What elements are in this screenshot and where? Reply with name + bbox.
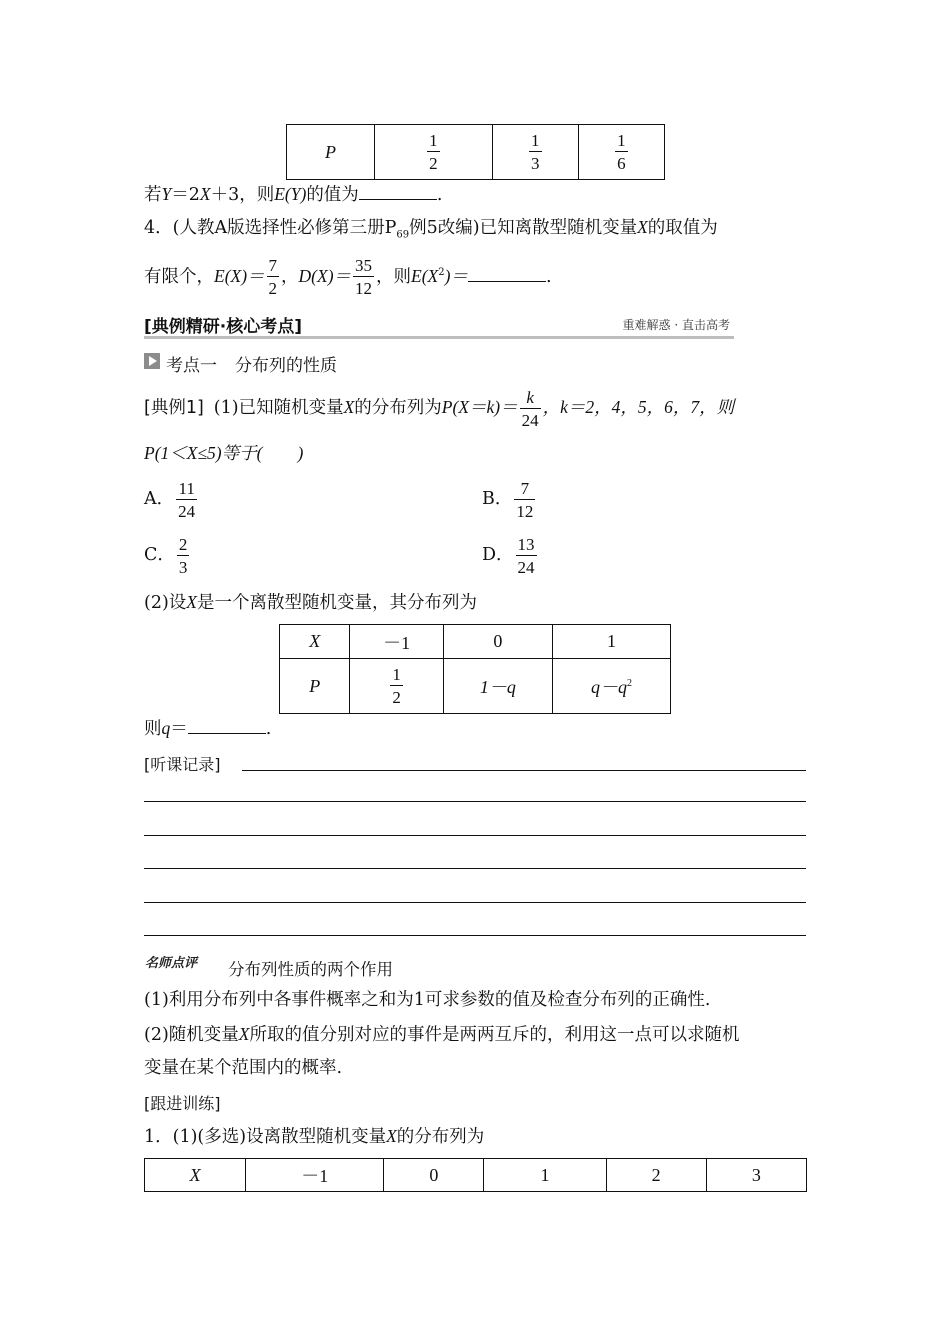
table-header-cell: X xyxy=(145,1159,246,1192)
table-cell: $\frac{1}{3}$ xyxy=(492,125,578,180)
section-header xyxy=(144,312,734,339)
notes-line xyxy=(144,835,806,836)
table-header-cell: －1 xyxy=(350,625,443,659)
table-cell: $\frac{1}{2}$ xyxy=(375,125,493,180)
top-distribution-table xyxy=(286,124,665,180)
answer-blank xyxy=(188,717,266,734)
option-b[interactable]: B． $\frac{7}{12}$ xyxy=(482,478,534,521)
table-cell: $\frac{1}{6}$ xyxy=(578,125,664,180)
table-row-label: P xyxy=(287,125,375,180)
question-4-line-2: 有限个，E(X)＝ $\frac{7}{2}$ ，D(X)＝ $\frac{35}{12}$ ，则$E(X^2)=$ . xyxy=(144,256,552,299)
table-row-label: P xyxy=(280,659,350,714)
table-header-cell: 2 xyxy=(606,1159,706,1192)
teacher-comment-tag: 名师点评 xyxy=(145,956,198,971)
table-header-cell: 0 xyxy=(443,625,552,659)
table-header-cell: X xyxy=(280,625,350,659)
section-title: [典例精研·核心考点] xyxy=(144,317,302,337)
table-header-cell: 3 xyxy=(706,1159,806,1192)
play-triangle-icon xyxy=(144,353,160,369)
followup-label: [跟进训练] xyxy=(144,1094,221,1113)
distribution-table-3 xyxy=(144,1158,807,1192)
notes-line xyxy=(144,902,806,903)
notes-line xyxy=(242,770,806,771)
example-1-line-1: [典例1] (1)已知随机变量X的分布列为P(X＝k)＝ $\frac{k}{24}$ ，k＝2，4，5，6，7，则 xyxy=(144,387,735,430)
example-1-line-2: P(1＜X≤5)等于( ) xyxy=(144,443,304,463)
distribution-table-2 xyxy=(279,624,671,714)
table-header-cell: －1 xyxy=(246,1159,384,1192)
table-header-cell: 1 xyxy=(484,1159,606,1192)
example-1-part-2: (2)设X是一个离散型随机变量，其分布列为 xyxy=(144,592,477,613)
notes-line xyxy=(144,935,806,936)
answer-blank xyxy=(359,183,437,200)
question-4-line-1: 4．(人教A版选择性必修第三册$P_{69}$例5改编)已知离散型随机变量X的取值为 xyxy=(144,217,718,241)
table-header-cell: 0 xyxy=(384,1159,484,1192)
notes-line xyxy=(144,868,806,869)
answer-blank xyxy=(468,265,546,282)
option-a[interactable]: A． $\frac{11}{24}$ xyxy=(144,478,196,521)
option-c[interactable]: C． $\frac{2}{3}$ xyxy=(144,534,188,577)
notes-line xyxy=(144,801,806,802)
table-header-cell: 1 xyxy=(552,625,670,659)
option-d[interactable]: D． $\frac{13}{24}$ xyxy=(482,534,535,577)
teacher-comment-title: 分布列性质的两个作用 xyxy=(228,960,393,979)
table-cell: $q-q^2$ xyxy=(552,659,670,714)
kaodian-heading: 考点一 分布列的性质 xyxy=(166,356,337,376)
table-cell: 1－q xyxy=(443,659,552,714)
teacher-comment-p1: (1)利用分布列中各事件概率之和为1可求参数的值及检查分布列的正确性. xyxy=(144,990,711,1010)
table-cell: $\frac{1}{2}$ xyxy=(350,659,443,714)
section-subtitle: 重难解惑 · 直击高考 xyxy=(622,318,730,332)
teacher-comment-p3: 变量在某个范围内的概率. xyxy=(144,1058,343,1078)
teacher-comment-p2: (2)随机变量X所取的值分别对应的事件是两两互斥的，利用这一点可以求随机 xyxy=(144,1024,740,1045)
notes-label: [听课记录] xyxy=(144,755,221,774)
followup-q1: 1．(1)(多选)设离散型随机变量X的分布列为 xyxy=(144,1126,485,1147)
q-answer-line: 则q＝ . xyxy=(144,718,272,739)
question-3-tail: 若Y＝2X＋3，则E(Y)的值为 . xyxy=(144,184,443,205)
